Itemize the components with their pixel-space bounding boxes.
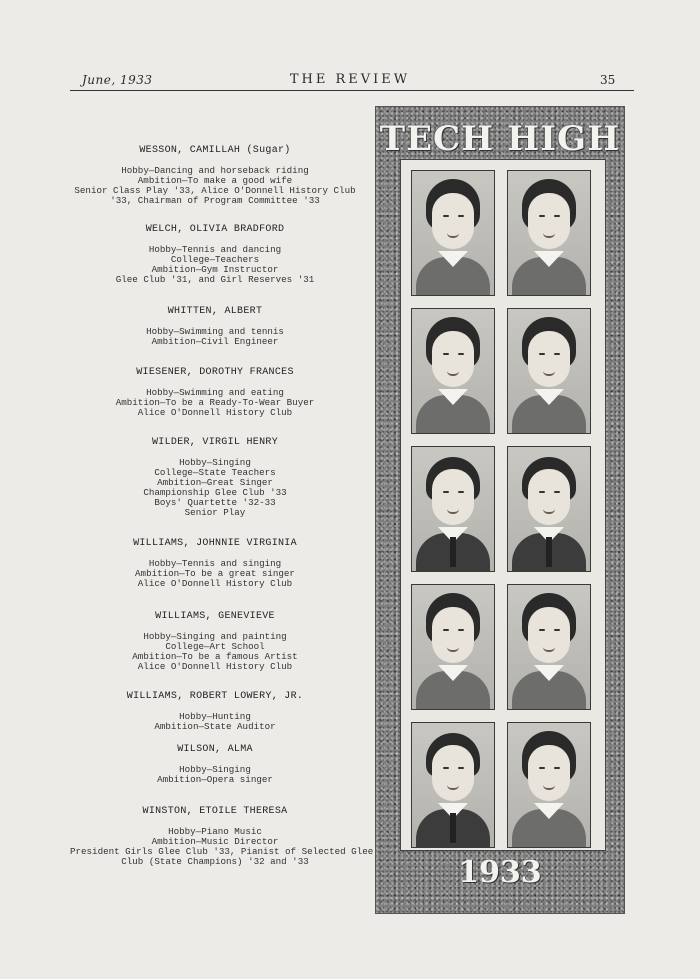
entry-line: Ambition—Opera singer — [157, 774, 273, 785]
student-entry — [70, 806, 374, 867]
photo-frame — [400, 159, 606, 851]
entry-line: Hobby—Singing — [179, 764, 251, 775]
entry-line: President Girls Glee Club '33, Pianist of Selected Glee — [70, 846, 374, 857]
student-portrait — [507, 584, 591, 710]
entry-line: Glee Club '31, and Girl Reserves '31 — [115, 274, 315, 285]
student-entry — [70, 538, 360, 589]
student-entry — [70, 611, 360, 672]
entry-line: Ambition—To be a great singer — [135, 568, 295, 579]
entry-line: Senior Play — [184, 507, 246, 518]
entry-line: Alice O'Donnell History Club — [137, 661, 293, 672]
student-entry — [70, 224, 360, 285]
student-name: WIESENER, DOROTHY FRANCES — [136, 367, 294, 378]
student-portrait — [507, 308, 591, 434]
entry-line: Ambition—Civil Engineer — [151, 336, 279, 347]
header-title: THE REVIEW — [289, 72, 411, 87]
student-name: WILLIAMS, ROBERT LOWERY, JR. — [126, 691, 304, 702]
entry-line: College—State Teachers — [154, 467, 276, 478]
panel-year: 1933 — [458, 855, 542, 890]
entry-line: Hobby—Hunting — [179, 711, 251, 722]
panel-heading: TECH HIGH — [379, 119, 621, 159]
entry-line: College—Art School — [165, 641, 265, 652]
entry-line: Boys' Quartette '32-33 — [154, 497, 276, 508]
student-entry — [70, 691, 360, 732]
entry-line: Hobby—Piano Music — [168, 826, 262, 837]
student-entry — [70, 437, 360, 518]
student-portrait — [507, 170, 591, 296]
student-name: WILLIAMS, GENEVIEVE — [155, 611, 275, 622]
student-portrait — [411, 722, 495, 848]
entry-line: Alice O'Donnell History Club — [137, 407, 293, 418]
header-rule — [70, 90, 634, 91]
entry-line: Hobby—Swimming and tennis — [146, 326, 284, 337]
student-portrait — [411, 446, 495, 572]
entry-line: Hobby—Dancing and horseback riding — [121, 165, 309, 176]
student-entry — [70, 306, 360, 347]
entry-line: Senior Class Play '33, Alice O'Donnell History Club — [74, 185, 356, 196]
entry-line: Championship Glee Club '33 — [143, 487, 287, 498]
student-portrait — [411, 584, 495, 710]
photo-panel — [375, 106, 625, 914]
student-name: WILDER, VIRGIL HENRY — [151, 437, 279, 448]
entry-line: '33, Chairman of Program Committee '33 — [110, 195, 320, 206]
student-name: WESSON, CAMILLAH (Sugar) — [139, 145, 291, 156]
entry-line: Hobby—Tennis and dancing — [148, 244, 282, 255]
entry-line: Ambition—To be a famous Artist — [132, 651, 298, 662]
student-name: WINSTON, ETOILE THERESA — [142, 806, 288, 817]
student-portrait — [411, 170, 495, 296]
entry-line: Hobby—Swimming and eating — [146, 387, 284, 398]
header-date: June, 1933 — [82, 73, 153, 87]
entry-line: Ambition—State Auditor — [154, 721, 276, 732]
entry-line: Ambition—To be a Ready-To-Wear Buyer — [115, 397, 315, 408]
entry-line: Ambition—Great Singer — [157, 477, 273, 488]
student-portrait — [507, 446, 591, 572]
student-name: WHITTEN, ALBERT — [167, 306, 263, 317]
entry-line: Ambition—To make a good wife — [137, 175, 293, 186]
header-page-number: 35 — [600, 73, 616, 87]
entry-line: Hobby—Tennis and singing — [148, 558, 282, 569]
entry-line: Ambition—Music Director — [151, 836, 279, 847]
entry-line: Hobby—Singing — [179, 457, 251, 468]
entry-line: Ambition—Gym Instructor — [151, 264, 279, 275]
student-name: WELCH, OLIVIA BRADFORD — [145, 224, 285, 235]
student-name: WILLIAMS, JOHNNIE VIRGINIA — [133, 538, 297, 549]
student-portrait — [507, 722, 591, 848]
student-name: WILSON, ALMA — [177, 744, 253, 755]
student-portrait — [411, 308, 495, 434]
entry-line: Club (State Champions) '32 and '33 — [121, 856, 309, 867]
entry-line: Alice O'Donnell History Club — [137, 578, 293, 589]
entry-line: Hobby—Singing and painting — [143, 631, 287, 642]
student-entry — [70, 744, 360, 785]
student-entry — [70, 367, 360, 418]
entry-line: College—Teachers — [170, 254, 260, 265]
student-entry — [70, 145, 360, 206]
